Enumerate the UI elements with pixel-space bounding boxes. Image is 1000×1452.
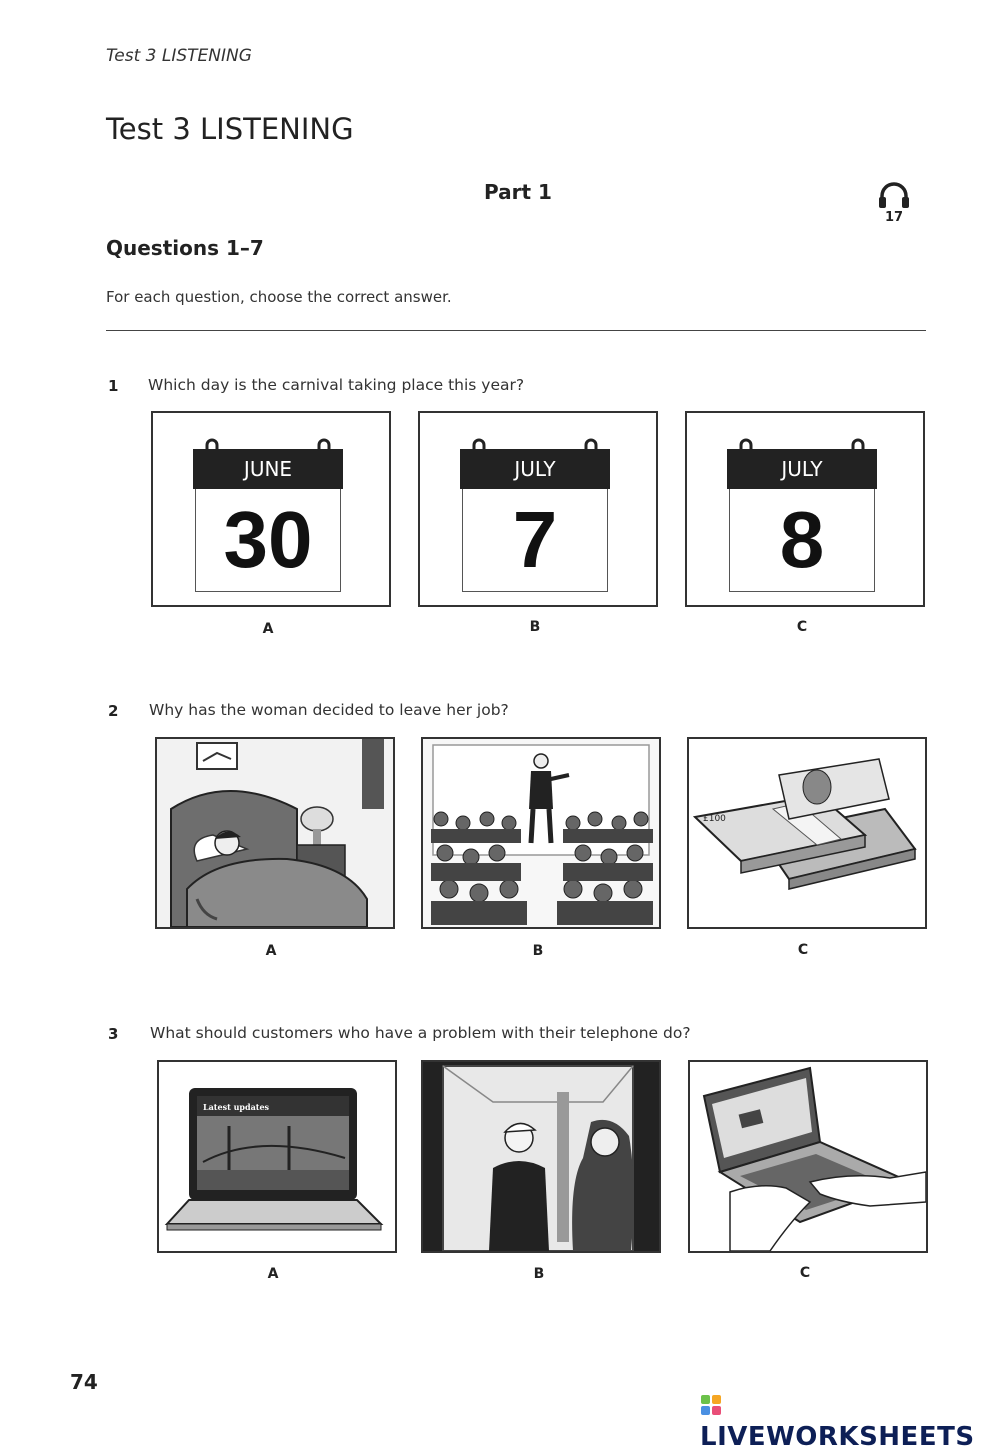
question-text: Which day is the carnival taking place this year? — [148, 376, 525, 394]
option-letter: A — [267, 1266, 279, 1282]
brand-watermark[interactable] — [700, 1392, 1000, 1452]
headphones-icon — [876, 180, 912, 210]
option-letter: C — [799, 1265, 811, 1281]
calendar-icon — [727, 437, 877, 595]
calendar-month: JULY — [727, 449, 877, 489]
option-picture-2c[interactable] — [687, 737, 927, 929]
banknote-label: £100 — [703, 814, 726, 824]
running-head: Test 3 LISTENING — [106, 46, 252, 66]
calendar-icon — [193, 437, 343, 595]
online-form-laptop-illustration — [690, 1062, 926, 1251]
technician-at-door-illustration — [423, 1062, 659, 1251]
questions-heading: Questions 1–7 — [106, 236, 264, 260]
option-picture-3b[interactable] — [421, 1060, 661, 1253]
presentation-audience-illustration — [423, 739, 659, 927]
divider — [106, 330, 926, 331]
question-number: 1 — [108, 377, 119, 395]
part-label: Part 1 — [484, 180, 552, 204]
option-picture-1a[interactable] — [151, 411, 391, 607]
sick-in-bed-illustration — [157, 739, 393, 927]
banknotes-illustration — [689, 739, 925, 927]
question-text: What should customers who have a problem with their telephone do? — [150, 1024, 691, 1042]
laptop-website-illustration — [159, 1062, 395, 1251]
option-letter: C — [797, 942, 809, 958]
option-letter: A — [265, 943, 277, 959]
option-picture-3c[interactable] — [688, 1060, 928, 1253]
option-letter: B — [532, 943, 544, 959]
calendar-month: JUNE — [193, 449, 343, 489]
calendar-month: JULY — [460, 449, 610, 489]
option-picture-1b[interactable] — [418, 411, 658, 607]
audio-track — [872, 180, 916, 225]
question-number: 2 — [108, 702, 119, 720]
screen-title: Latest updates — [203, 1102, 270, 1112]
option-picture-3a[interactable] — [157, 1060, 397, 1253]
liveworksheets-logo-icon — [700, 1394, 722, 1416]
calendar-icon — [460, 437, 610, 595]
option-picture-2a[interactable] — [155, 737, 395, 929]
calendar-day: 8 — [729, 489, 875, 592]
option-picture-1c[interactable] — [685, 411, 925, 607]
page-title: Test 3 LISTENING — [106, 112, 354, 146]
instructions: For each question, choose the correct answer. — [106, 288, 452, 306]
option-letter: B — [529, 619, 541, 635]
question-text: Why has the woman decided to leave her job? — [149, 701, 509, 719]
brand-name: LIVEWORKSHEETS — [700, 1422, 975, 1452]
option-letter: A — [262, 621, 274, 637]
track-number: 17 — [884, 210, 904, 225]
calendar-day: 7 — [462, 489, 608, 592]
option-letter: B — [533, 1266, 545, 1282]
option-picture-2b[interactable] — [421, 737, 661, 929]
option-letter: C — [796, 619, 808, 635]
calendar-day: 30 — [195, 489, 341, 592]
page-number: 74 — [70, 1370, 98, 1394]
question-number: 3 — [108, 1025, 119, 1043]
